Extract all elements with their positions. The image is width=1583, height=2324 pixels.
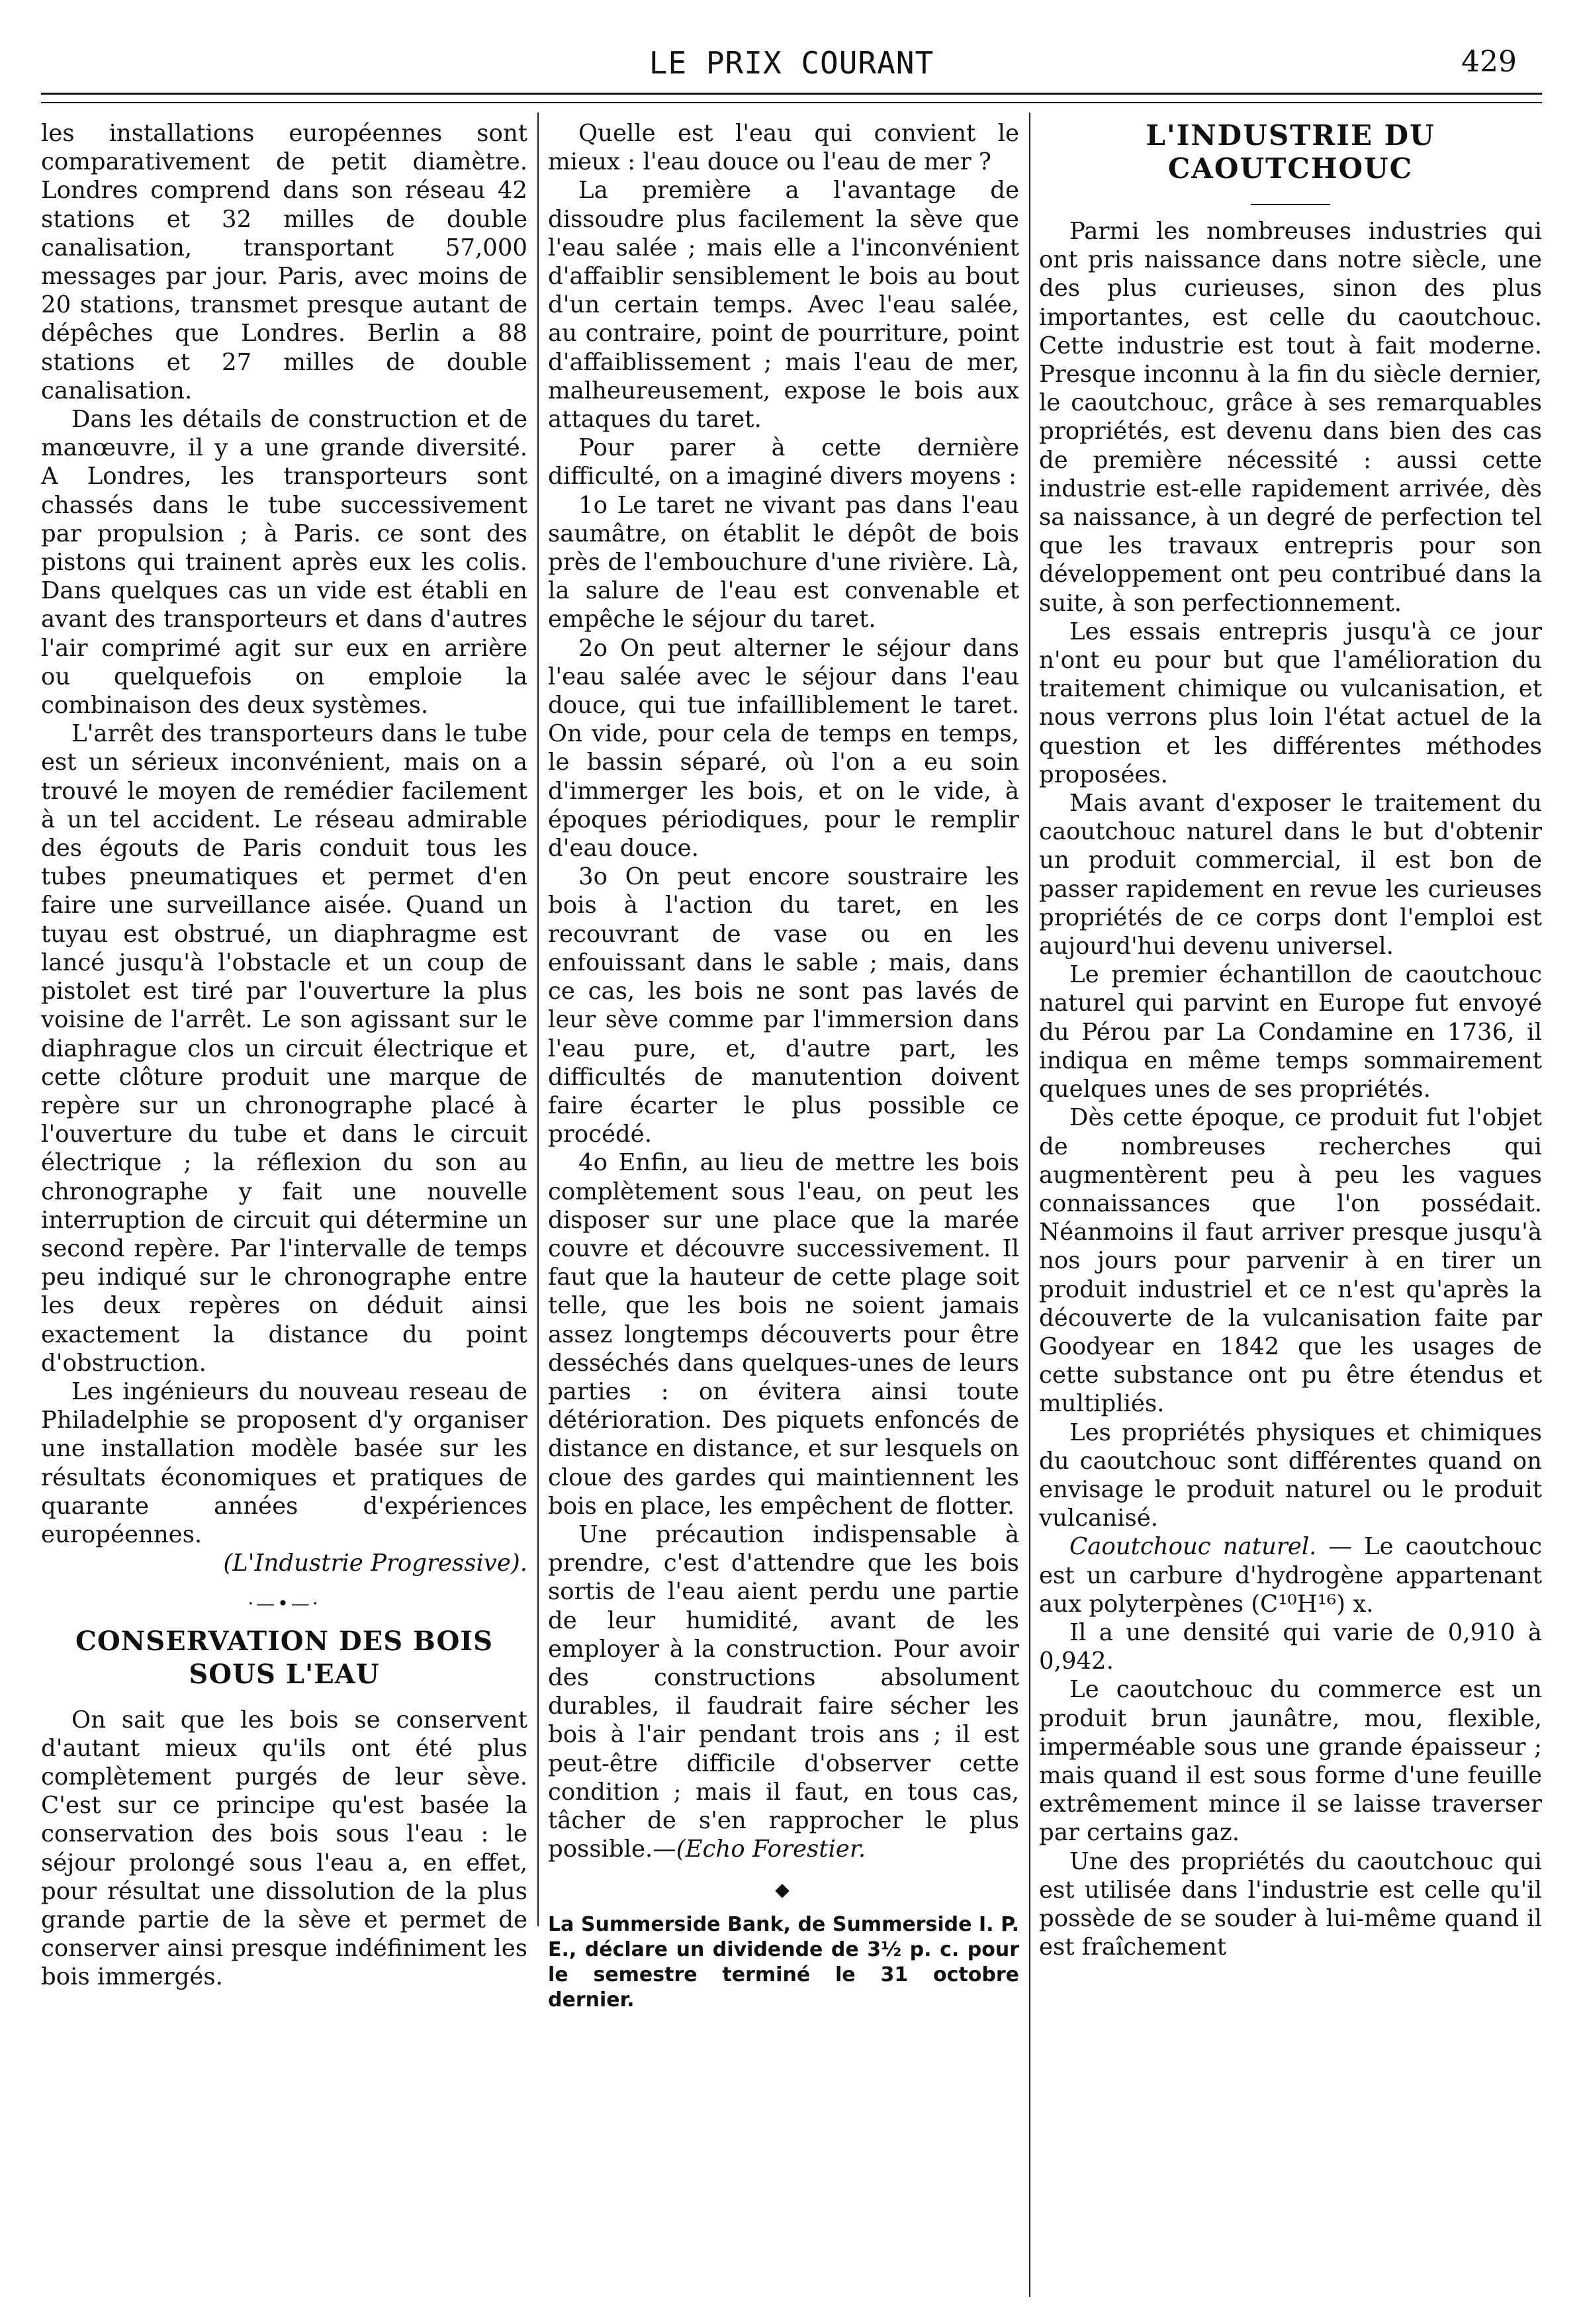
- section-ornament: ◆: [775, 1879, 792, 1901]
- column-divider: [537, 113, 539, 1926]
- paragraph: [1039, 1532, 1542, 1618]
- article-source: (L'Industrie Progressive).: [223, 1550, 527, 1577]
- paragraph: Le premier échantillon de caoutchouc naturel qui parvint en Europe fut envoyé du Pérou par La Condamine en 1736, il indiqua en même temps sommairement quelques unes de ses propriétés.: [1039, 961, 1542, 1103]
- article-source: (Echo Forestier.: [676, 1836, 866, 1863]
- paragraph: Mais avant d'exposer le traitement du caoutchouc naturel dans le but d'obtenir un produit commercial, il est bon de passer rapidement en revue les curieuses propriétés de ce corps dont l'emploi est aujourd'hui devenu universel.: [1039, 790, 1542, 960]
- paragraph: La première a l'avantage de dissoudre plus facilement la sève que l'eau salée ; mais elle a l'inconvénient d'affaiblir sensiblement le bois au bout d'un certain temps. Avec l'eau salée, au contraire, point de pourriture, point d'affaiblissement ; mais l'eau de mer, malheureusement, expose le bois aux attaques du taret.: [548, 177, 1019, 434]
- dividend-notice: [548, 1912, 1019, 2013]
- paragraph: Une des propriétés du caoutchouc qui est utilisée dans l'industrie est celle qu'il possède de se souder à lui-même quand il est fraîchement: [1039, 1847, 1542, 1961]
- paragraph: 4o Enfin, au lieu de mettre les bois complètement sous l'eau, on peut les disposer sur une place que la marée couvre et découvre successivement. Il faut que la hauteur de cette plage soit telle, que les bois ne soient jamais assez longtemps découverts pour être desséchés dans quelques-unes de leurs parties : on évitera ainsi toute détérioration. Des piquets enfoncés de distance en distance, et sur lesquels on cloue des gardes qui maintiennent les bois en place, les empêchent de flotter.: [548, 1149, 1019, 1520]
- section-ornament: ·—•—·: [248, 1593, 321, 1615]
- section-title: L'INDUSTRIE DU CAOUTCHOUC: [1146, 119, 1435, 185]
- column-right: [1039, 119, 1542, 1961]
- header-rule: [41, 93, 1542, 95]
- paragraph: Dans les détails de construction et de manœuvre, il y a une grande diversité. A Londres, les transporteurs sont chassés dans le tube successivement par propulsion ; à Paris. ce sont des pistons qui trainent après eux les colis. Dans quelques cas un vide est établi en avant des transporteurs et dans d'autres l'air comprimé agit sur eux en arrière ou quelquefois on emploie la combinaison des deux systèmes.: [41, 406, 527, 720]
- subheading: Caoutchouc naturel.: [1069, 1533, 1317, 1561]
- paragraph: Quelle est l'eau qui convient le mieux : l'eau douce ou l'eau de mer ?: [548, 120, 1019, 176]
- column-left: [41, 119, 527, 1992]
- running-title: LE PRIX COURANT: [649, 45, 934, 81]
- paragraph-text: Une précaution indispensable à prendre, c'est d'attendre que les bois sortis de l'eau aient perdu une partie de leur humidité, avant de les employer à la construction. Pour avoir des constructions absolument durables, il faudrait faire sécher les bois à l'air pendant trois ans ; il est peut-être difficile d'observer cette condition ; mais il faut, en tous cas, tâcher de s'en rapprocher le plus possible.—: [548, 1520, 1019, 1863]
- paragraph: Les propriétés physiques et chimiques du caoutchouc sont différentes quand on envisage le produit naturel ou le produit vulcanisé.: [1039, 1418, 1542, 1532]
- paragraph: Le caoutchouc du commerce est un produit brun jaunâtre, mou, flexible, imperméable sous une grande épaisseur ; mais quand il est sous forme d'une feuille extrêmement mince il se laisse traverser par certains gaz.: [1039, 1676, 1542, 1847]
- paragraph: Il a une densité qui varie de 0,910 à 0,942.: [1039, 1618, 1542, 1675]
- paragraph: On sait que les bois se conservent d'autant mieux qu'ils ont été plus complètement purgés de leur sève. C'est sur ce principe qu'est basée la conservation des bois sous l'eau : le séjour prolongé sous l'eau a, en effet, pour résultat une dissolution de la plus grande partie de la sève et permet de conserver ainsi presque indéfiniment les bois immergés.: [41, 1706, 527, 1991]
- paragraph: 2o On peut alterner le séjour dans l'eau salée avec le séjour dans l'eau douce, qui tue infailliblement le taret. On vide, pour cela de temps en temps, le bassin séparé, où l'on a eu soin d'immerger les bois, et on le vide, à époques périodiques, pour le remplir d'eau douce.: [548, 634, 1019, 862]
- column-middle: [548, 119, 1019, 2013]
- paragraph: Dès cette époque, ce produit fut l'objet de nombreuses recherches qui augmentèrent peu à peu les vagues connaissances que l'on possédait. Néanmoins il faut arriver presque jusqu'à nos jours pour parvenir à en tirer un produit industriel et ce n'est qu'après la découverte de la vulcanisation faite par Goodyear en 1842 que les usages de cette substance ont pu être étendus et multipliés.: [1039, 1104, 1542, 1418]
- title-rule: [1251, 204, 1330, 205]
- section-title: CONSERVATION DES BOIS SOUS L'EAU: [75, 1625, 493, 1690]
- paragraph: Les ingénieurs du nouveau reseau de Philadelphie se proposent d'y organiser une installation modèle basée sur les résultats économiques et pratiques de quarante années d'expériences européennes.: [41, 1377, 527, 1548]
- notice-text: La Summerside Bank, de Summerside I. P. E., déclare un dividende de 3½ p. c. pour le semestre terminé le 31 octobre dernier.: [548, 1912, 1019, 2012]
- paragraph: Les essais entrepris jusqu'à ce jour n'ont eu pour but que l'amélioration du traitement chimique ou vulcanisation, et nous verrons plus loin l'état actuel de la question et les différentes méthodes proposées.: [1039, 618, 1542, 788]
- paragraph-text: — Le caoutchouc est un carbure d'hydrogène appartenant aux polyterpènes (C¹⁰H¹⁶) x.: [1039, 1533, 1542, 1618]
- paragraph: [548, 1520, 1019, 1863]
- paragraph: Pour parer à cette dernière difficulté, on a imaginé divers moyens :: [548, 434, 1019, 490]
- paragraph: Parmi les nombreuses industries qui ont pris naissance dans notre siècle, une des plus curieuses, sinon des plus importantes, est celle du caoutchouc. Cette industrie est tout à fait moderne. Presque inconnu à la fin du siècle dernier, le caoutchouc, grâce à ses remarquables propriétés, est devenu dans bien des cas de première nécessité : aussi cette industrie est-elle rapidement arrivée, dès sa naissance, à un degré de perfection tel que les travaux entrepris pour son développement ont peu contribué dans la suite, à son perfectionnement.: [1039, 218, 1542, 617]
- paragraph: 1o Le taret ne vivant pas dans l'eau saumâtre, on établit le dépôt de bois près de l'embouchure d'une rivière. Là, la salure de l'eau est convenable et empêche le séjour du taret.: [548, 491, 1019, 633]
- paragraph: L'arrêt des transporteurs dans le tube est un sérieux inconvénient, mais on a trouvé le moyen de remédier facilement à un tel accident. Le réseau admirable des égouts de Paris conduit tous les tubes pneumatiques et permet d'en faire une surveillance aisée. Quand un tuyau est obstrué, un diaphragme est lancé jusqu'à l'obstacle et un coup de pistolet est tiré par l'ouverture la plus voisine de l'arrêt. Le son agissant sur le diaphrague clos un circuit électrique et cette clôture produit une marque de repère sur un chronographe placé à l'ouverture du tube et dans le circuit électrique ; la réflexion du son au chronographe y fait une nouvelle interruption de circuit qui détermine un second repère. Par l'intervalle de temps peu indiqué sur le chronographe entre les deux repères on déduit ainsi exactement la distance du point d'obstruction.: [41, 720, 527, 1377]
- column-divider: [1029, 113, 1030, 2297]
- paragraph: les installations européennes sont comparativement de petit diamètre. Londres comprend dans son réseau 42 stations et 32 milles de double canalisation, transportant 57,000 messages par jour. Paris, avec moins de 20 stations, transmet presque autant de dépêches que Londres. Berlin a 88 stations et 27 milles de double canalisation.: [41, 120, 527, 404]
- page-header: [0, 40, 1583, 86]
- paragraph: 3o On peut encore soustraire les bois à l'action du taret, en les recouvrant de vase ou en les enfouissant dans le sable ; mais, dans ce cas, les bois ne sont pas lavés de leur sève comme par l'immersion dans l'eau pure, et, d'autre part, les difficultés de manutention doivent faire écarter le plus possible ce procédé.: [548, 863, 1019, 1148]
- header-rule-secondary: [41, 102, 1542, 103]
- page-number: 429: [1461, 45, 1517, 79]
